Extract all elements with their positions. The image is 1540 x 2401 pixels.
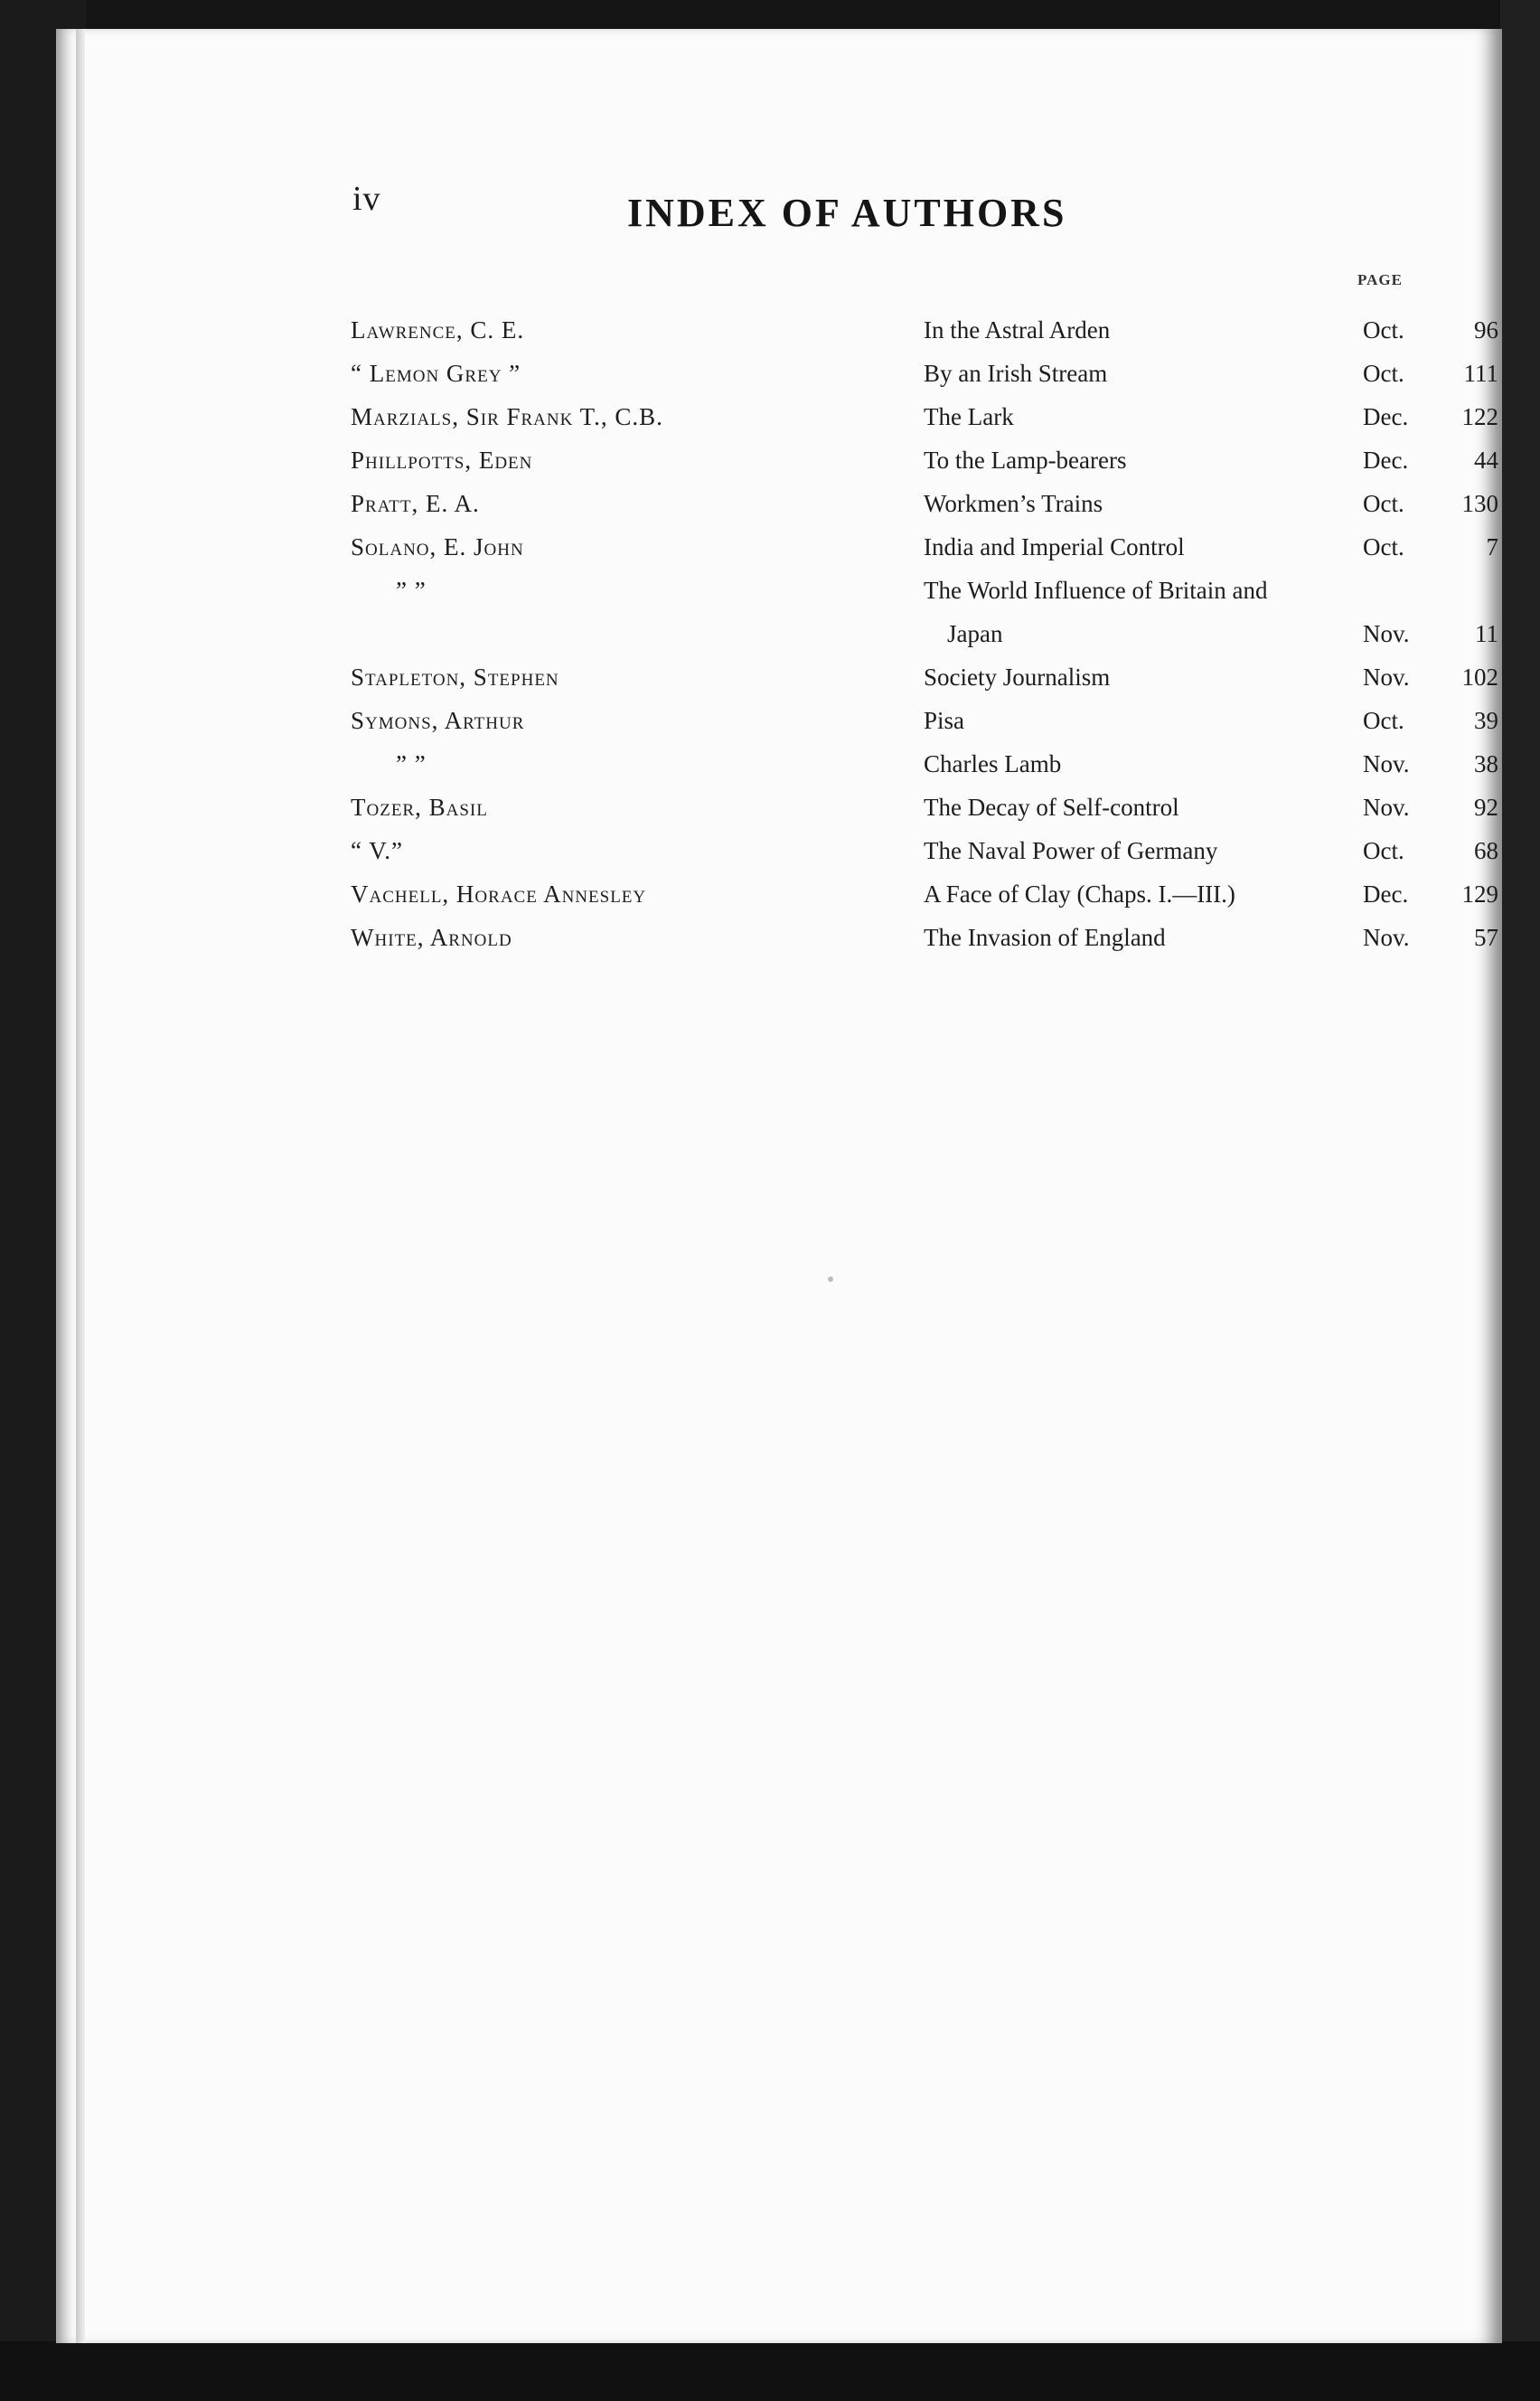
page-ref: 111 [1463,360,1498,387]
issue-month: Nov. [1363,924,1410,951]
page-ref: 130 [1461,490,1498,517]
author-name: White, Arnold [351,924,512,951]
page-ref: 68 [1474,837,1498,864]
page-ref: 44 [1474,447,1498,474]
page-column-header: PAGE [1357,271,1403,288]
author-index-list [351,311,1498,962]
article-title: A Face of Clay (Chaps. I.—III.) [924,880,1235,908]
page-ref: 96 [1474,316,1498,344]
issue-month: Nov. [1363,620,1410,647]
page-title: INDEX OF AUTHORS [627,191,1067,235]
article-title: India and Imperial Control [924,533,1185,560]
article-title: Workmen’s Trains [924,490,1103,517]
page-gutter [76,29,85,2343]
page-ref: 39 [1474,707,1498,734]
author-name: Stapleton, Stephen [351,664,559,691]
author-name: Tozer, Basil [351,794,488,821]
scan-bottom-border [0,2341,1540,2401]
issue-month: Oct. [1363,837,1404,864]
issue-month: Oct. [1363,533,1404,560]
article-title: By an Irish Stream [924,360,1108,387]
ditto-marks: ” ” [396,577,427,604]
paper-speck [828,1276,833,1282]
issue-month: Dec. [1363,880,1409,908]
article-title: The Lark [924,403,1014,430]
index-entry [351,441,1498,485]
index-entry [351,918,1498,962]
index-entry [351,701,1498,745]
article-title: To the Lamp-bearers [924,447,1127,474]
index-entry [351,354,1498,398]
index-entry [351,571,1498,615]
article-title: Society Journalism [924,664,1111,691]
issue-month: Dec. [1363,403,1409,430]
author-name: Pratt, E. A. [351,490,480,517]
index-entry [351,745,1498,788]
issue-month: Oct. [1363,360,1404,387]
author-name: Vachell, Horace Annesley [351,880,647,908]
index-entry [351,528,1498,571]
issue-month: Nov. [1363,750,1410,777]
page-ref: 11 [1475,620,1498,647]
author-name: Lawrence, C. E. [351,316,525,344]
index-entry [351,658,1498,701]
index-entry [351,485,1498,528]
issue-month: Oct. [1363,707,1404,734]
page-ref: 57 [1474,924,1498,951]
index-entry [351,832,1498,875]
article-title: Japan [947,620,1003,647]
page-number: iv [352,180,381,218]
page-ref: 38 [1474,750,1498,777]
issue-month: Dec. [1363,447,1409,474]
article-title: The Decay of Self-control [924,794,1179,821]
index-entry [351,788,1498,832]
article-title: Charles Lamb [924,750,1062,777]
page-ref: 129 [1461,880,1498,908]
author-name: Solano, E. John [351,533,524,560]
page-ref: 122 [1461,403,1498,430]
index-entry [351,311,1498,354]
page-ref: 7 [1486,533,1498,560]
page-ref: 102 [1461,664,1498,691]
scan-right-border [1500,0,1540,2401]
author-name: “ V.” [351,837,403,864]
article-title: The Naval Power of Germany [924,837,1218,864]
author-name: Phillpotts, Eden [351,447,533,474]
ditto-marks: ” ” [396,750,427,777]
issue-month: Oct. [1363,316,1404,344]
issue-month: Nov. [1363,664,1410,691]
author-name: Symons, Arthur [351,707,525,734]
article-title: The World Influence of Britain and [924,577,1268,604]
index-entry [351,398,1498,441]
article-title: The Invasion of England [924,924,1166,951]
page-ref: 92 [1474,794,1498,821]
article-title: Pisa [924,707,965,734]
author-name: Marzials, Sir Frank T., C.B. [351,403,663,430]
index-entry-continuation [351,615,1498,658]
author-name: “ Lemon Grey ” [351,360,521,387]
issue-month: Oct. [1363,490,1404,517]
issue-month: Nov. [1363,794,1410,821]
article-title: In the Astral Arden [924,316,1111,344]
book-page [56,29,1502,2343]
index-entry [351,875,1498,918]
